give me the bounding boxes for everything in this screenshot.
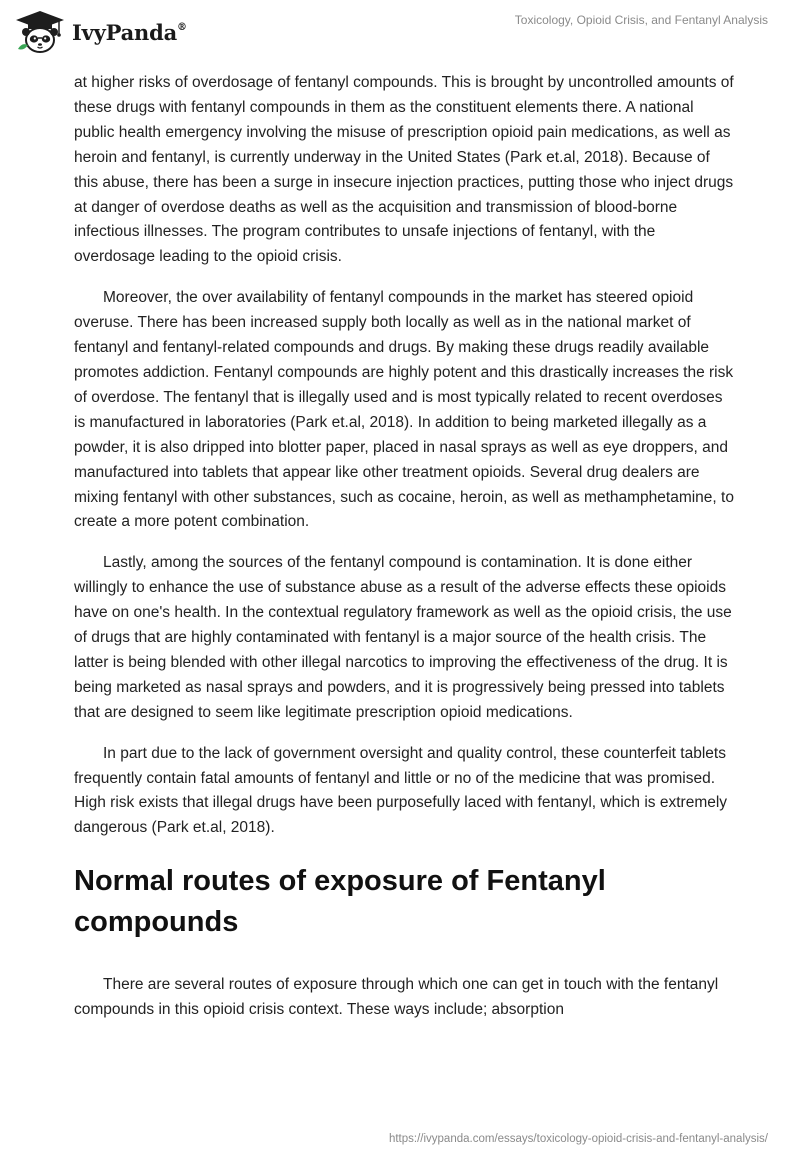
source-url[interactable]: https://ivypanda.com/essays/toxicology-opioid-crisis-and-fentanyl-analysis/ <box>388 1133 768 1145</box>
ivypanda-logo[interactable] <box>14 9 187 55</box>
paragraph-3: Lastly, among the sources of the fentanyl compound is contamination. It is done either willingly to enhance the use of substance abuse as a result of the adverse effects these opioids have on one's health. In the contextual regulatory framework as well as the opioid crisis, the use of drugs that are highly contaminated with fentanyl is a major source of the health crisis. The latter is being blended with other illegal narcotics to improving the effectiveness of the drug. It is being marketed as nasal sprays and powders, and it is progressively being pressed into tablets that are designed to seem like legitimate prescription opioid medications. <box>74 554 732 721</box>
section-heading: Normal routes of exposure of Fentanyl compounds <box>74 865 606 939</box>
paragraph-1: at higher risks of overdosage of fentanyl compounds. This is brought by uncontrolled amounts of these drugs with fentanyl compounds in them as the constituent elements there. A national public health emergency involving the misuse of prescription opioid pain medications, as well as heroin and fentanyl, is currently underway in the United States (Park et.al, 2018). Because of this abuse, there has been a surge in insecure injection practices, putting those who inject drugs at danger of overdose deaths as well as the acquisition and transmission of blood-borne infectious illnesses. The program contributes to unsafe injections of fentanyl, with the overdosage leading to the opioid crisis. <box>74 74 734 266</box>
paragraph-2: Moreover, the over availability of fentanyl compounds in the market has steered opioid overuse. There has been increased supply both locally as well as in the national market of fentanyl and fentanyl-related compounds and drugs. By making these drugs readily available promotes addiction. Fentanyl compounds are highly potent and this drastically increases the risk of overdose. The fentanyl that is illegally used and is most typically related to recent overdoses is manufactured in laboratories (Park et.al, 2018). In addition to being marketed illegally as a powder, it is also dripped into blotter paper, placed in nasal sprays as well as eye droppers, and manufactured into tablets that appear like other treatment opioids. Several drug dealers are mixing fentanyl with other substances, such as cocaine, heroin, as well as methamphetamine, to create a more potent combination. <box>74 289 734 531</box>
registered-mark: ® <box>177 21 187 33</box>
panda-graduate-icon <box>14 9 66 55</box>
paragraph-5: There are several routes of exposure through which one can get in touch with the fentanyl compounds in this opioid crisis context. These ways include; absorption <box>74 976 719 1019</box>
page-header <box>0 0 800 66</box>
essay-body <box>74 71 734 1039</box>
document-title: Toxicology, Opioid Crisis, and Fentanyl Analysis <box>514 13 768 27</box>
paragraph-4: In part due to the lack of government oversight and quality control, these counterfeit tablets frequently contain fatal amounts of fentanyl and little or no of the medicine that was promised. High risk exists that illegal drugs have been purposefully laced with fentanyl, which is extremely dangerous (Park et.al, 2018). <box>74 744 728 837</box>
brand-name: IvyPanda® <box>72 19 187 45</box>
